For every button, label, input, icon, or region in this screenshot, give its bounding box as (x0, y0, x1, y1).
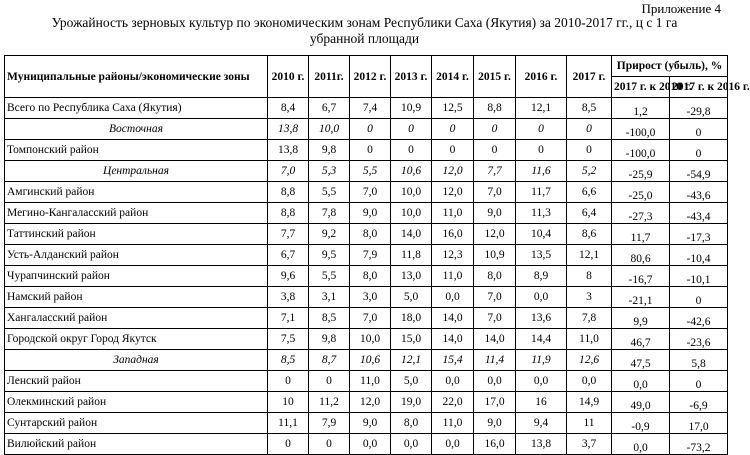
growth-cell: -21,1 (612, 287, 670, 308)
yield-cell: 11,0 (432, 266, 474, 287)
yield-cell: 0 (432, 119, 474, 140)
yield-cell: 10,6 (350, 350, 391, 371)
growth-cell: -27,3 (612, 203, 670, 224)
growth-cell: 11,7 (612, 224, 670, 245)
header-growth: Прирост (убыль), % (612, 56, 728, 77)
yield-cell: 11,2 (309, 392, 350, 413)
table-body (5, 98, 728, 455)
yield-cell: 15,0 (391, 329, 432, 350)
zone-row (5, 350, 728, 371)
yield-cell: 13,5 (516, 245, 567, 266)
yield-cell: 0 (350, 119, 391, 140)
appendix-label: Приложение 4 (641, 1, 721, 16)
yield-cell: 9,5 (309, 245, 350, 266)
table-row (5, 413, 728, 434)
yield-cell: 0 (516, 119, 567, 140)
yield-cell: 8,8 (474, 98, 516, 119)
yield-cell: 13,8 (268, 140, 309, 161)
zone-name-cell: Центральная (5, 161, 268, 182)
growth-cell: 0 (670, 287, 728, 308)
yield-cell: 9,2 (309, 224, 350, 245)
yield-cell: 8,5 (309, 308, 350, 329)
yield-cell: 10,6 (391, 161, 432, 182)
yield-cell: 10,0 (391, 203, 432, 224)
yield-cell: 5,0 (391, 287, 432, 308)
yield-cell: 10,4 (516, 224, 567, 245)
yield-cell: 11,0 (432, 203, 474, 224)
yield-cell: 5,5 (309, 266, 350, 287)
yield-cell: 13,6 (516, 308, 567, 329)
yield-cell: 14,0 (432, 308, 474, 329)
yield-cell: 5,5 (350, 161, 391, 182)
yield-cell: 15,4 (432, 350, 474, 371)
growth-cell: -10,1 (670, 266, 728, 287)
zone-name-cell: Восточная (5, 119, 268, 140)
yield-cell: 5,2 (567, 161, 612, 182)
yield-cell: 0 (268, 434, 309, 455)
growth-cell: -25,9 (612, 161, 670, 182)
yield-cell: 12,0 (350, 392, 391, 413)
yield-cell: 11,9 (516, 350, 567, 371)
yield-cell: 0 (567, 140, 612, 161)
yield-cell: 0,0 (391, 434, 432, 455)
header-row (5, 56, 728, 77)
table-row (5, 371, 728, 392)
yield-cell: 7,0 (350, 308, 391, 329)
yield-cell: 12,5 (432, 98, 474, 119)
yield-cell: 6,7 (268, 245, 309, 266)
yield-cell: 10 (268, 392, 309, 413)
table-row (5, 203, 728, 224)
district-name-cell: Мегино-Кангаласский район (5, 203, 268, 224)
growth-cell: 80,6 (612, 245, 670, 266)
header-year: 2015 г. (474, 56, 516, 98)
district-name-cell: Таттинский район (5, 224, 268, 245)
yield-cell: 0 (474, 119, 516, 140)
yield-cell: 0,0 (516, 371, 567, 392)
yield-cell: 9,8 (309, 140, 350, 161)
header-year: 2010 г. (268, 56, 309, 98)
yield-cell: 8,6 (567, 224, 612, 245)
yield-cell: 0,0 (516, 287, 567, 308)
table-row (5, 434, 728, 455)
growth-cell: -42,6 (670, 308, 728, 329)
yield-cell: 0 (432, 140, 474, 161)
table-row (5, 308, 728, 329)
growth-cell: 49,0 (612, 392, 670, 413)
yield-cell: 13,0 (391, 266, 432, 287)
district-name-cell: Усть-Алданский район (5, 245, 268, 266)
yield-cell: 11,4 (474, 350, 516, 371)
yield-cell: 9,0 (474, 203, 516, 224)
growth-cell: 0 (670, 140, 728, 161)
yield-table (4, 55, 750, 455)
yield-cell: 0 (309, 434, 350, 455)
yield-cell: 0,0 (432, 434, 474, 455)
yield-cell: 8,0 (474, 266, 516, 287)
yield-cell: 0 (391, 119, 432, 140)
district-name-cell: Сунтарский район (5, 413, 268, 434)
growth-cell: -23,6 (670, 329, 728, 350)
yield-cell: 19,0 (391, 392, 432, 413)
yield-cell: 7,4 (350, 98, 391, 119)
growth-cell: -6,9 (670, 392, 728, 413)
yield-cell: 12,3 (432, 245, 474, 266)
header-growth-2010: 2017 г. к 2010 г. (612, 77, 670, 98)
header-year: 2017 г. (567, 56, 612, 98)
yield-cell: 14,9 (567, 392, 612, 413)
yield-cell: 7,7 (474, 161, 516, 182)
zone-row (5, 161, 728, 182)
title-line-1: Урожайность зерновых культур по экономическим зонам Республики Саха (Якутия) за 2010-2017 гг., ц с 1 га (51, 15, 678, 30)
yield-cell: 0 (516, 140, 567, 161)
yield-cell: 0,0 (567, 371, 612, 392)
yield-cell: 7,7 (268, 224, 309, 245)
district-name-cell: Всего по Республика Саха (Якутия) (5, 98, 268, 119)
table-row (5, 287, 728, 308)
yield-cell: 8,8 (268, 203, 309, 224)
yield-cell: 8,0 (391, 413, 432, 434)
growth-cell: -17,3 (670, 224, 728, 245)
growth-cell: -100,0 (612, 119, 670, 140)
yield-cell: 11,0 (350, 371, 391, 392)
yield-cell: 12,0 (474, 224, 516, 245)
yield-cell: 13,8 (268, 119, 309, 140)
yield-cell: 7,9 (350, 245, 391, 266)
header-year: 2011г. (309, 56, 350, 98)
district-name-cell: Олекминский район (5, 392, 268, 413)
header-year: 2013 г. (391, 56, 432, 98)
yield-cell: 8,5 (268, 350, 309, 371)
yield-cell: 3,1 (309, 287, 350, 308)
yield-cell: 11,1 (268, 413, 309, 434)
yield-cell: 11,8 (391, 245, 432, 266)
growth-cell: 5,8 (670, 350, 728, 371)
yield-cell: 11,3 (516, 203, 567, 224)
yield-cell: 17,0 (474, 392, 516, 413)
header-name: Муниципальные районы/экономические зоны (5, 56, 268, 98)
yield-cell: 7,0 (474, 182, 516, 203)
yield-cell: 12,1 (567, 245, 612, 266)
yield-cell: 8,7 (309, 350, 350, 371)
yield-cell: 12,0 (432, 161, 474, 182)
growth-cell: 47,5 (612, 350, 670, 371)
growth-cell: -43,4 (670, 203, 728, 224)
yield-cell: 11,6 (516, 161, 567, 182)
yield-cell: 10,9 (391, 98, 432, 119)
yield-cell: 9,0 (474, 413, 516, 434)
yield-cell: 7,5 (268, 329, 309, 350)
yield-cell: 0 (391, 140, 432, 161)
district-name-cell: Хангаласский район (5, 308, 268, 329)
yield-cell: 7,0 (474, 308, 516, 329)
growth-cell: 17,0 (670, 413, 728, 434)
growth-cell: -16,7 (612, 266, 670, 287)
zone-name-cell: Западная (5, 350, 268, 371)
yield-cell: 14,0 (391, 224, 432, 245)
yield-cell: 3 (567, 287, 612, 308)
growth-cell: 46,7 (612, 329, 670, 350)
table-row (5, 392, 728, 413)
growth-cell: 0,0 (612, 371, 670, 392)
yield-cell: 11,7 (516, 182, 567, 203)
header-growth-2016: 2017 г. к 2016 г. (670, 77, 728, 98)
table-row (5, 140, 728, 161)
yield-cell: 7,9 (309, 413, 350, 434)
table-row (5, 98, 728, 119)
yield-cell: 8,5 (567, 98, 612, 119)
growth-cell: 0 (670, 119, 728, 140)
growth-cell: -10,4 (670, 245, 728, 266)
yield-cell: 8,0 (350, 224, 391, 245)
yield-cell: 0,0 (474, 371, 516, 392)
table-row (5, 245, 728, 266)
yield-cell: 12,1 (391, 350, 432, 371)
header-year: 2012 г. (350, 56, 391, 98)
district-name-cell: Ленский район (5, 371, 268, 392)
table-row (5, 182, 728, 203)
yield-cell: 9,4 (516, 413, 567, 434)
yield-cell: 5,5 (309, 182, 350, 203)
growth-cell: -29,8 (670, 98, 728, 119)
yield-cell: 10,0 (309, 119, 350, 140)
yield-cell: 9,6 (268, 266, 309, 287)
yield-cell: 8,8 (268, 182, 309, 203)
title-line-2: убранной площади (309, 31, 420, 46)
yield-cell: 0 (474, 140, 516, 161)
yield-cell: 5,0 (391, 371, 432, 392)
growth-cell: 1,2 (612, 98, 670, 119)
yield-cell: 11 (567, 413, 612, 434)
yield-cell: 10,9 (474, 245, 516, 266)
yield-cell: 0 (350, 140, 391, 161)
yield-cell: 3,8 (268, 287, 309, 308)
growth-cell: 0,0 (612, 434, 670, 455)
yield-cell: 16,0 (432, 224, 474, 245)
header-year: 2014 г. (432, 56, 474, 98)
yield-cell: 0,0 (432, 287, 474, 308)
yield-cell: 0 (268, 371, 309, 392)
yield-cell: 8,9 (516, 266, 567, 287)
table-title (0, 15, 729, 47)
district-name-cell: Чурапчинский район (5, 266, 268, 287)
yield-cell: 3,0 (350, 287, 391, 308)
yield-cell: 5,3 (309, 161, 350, 182)
yield-cell: 12,0 (432, 182, 474, 203)
yield-cell: 8 (567, 266, 612, 287)
yield-cell: 7,0 (474, 287, 516, 308)
yield-cell: 6,6 (567, 182, 612, 203)
growth-cell: -25,0 (612, 182, 670, 203)
yield-cell: 7,8 (309, 203, 350, 224)
yield-cell: 10,0 (350, 329, 391, 350)
growth-cell: -43,6 (670, 182, 728, 203)
yield-cell: 14,4 (516, 329, 567, 350)
yield-cell: 11,0 (432, 413, 474, 434)
yield-cell: 7,0 (350, 182, 391, 203)
table-row (5, 224, 728, 245)
yield-cell: 7,1 (268, 308, 309, 329)
yield-cell: 14,0 (432, 329, 474, 350)
yield-cell: 3,7 (567, 434, 612, 455)
yield-cell: 0,0 (350, 434, 391, 455)
yield-cell: 9,0 (350, 203, 391, 224)
district-name-cell: Намский район (5, 287, 268, 308)
district-name-cell: Томпонский район (5, 140, 268, 161)
growth-cell: 9,9 (612, 308, 670, 329)
yield-cell: 8,4 (268, 98, 309, 119)
district-name-cell: Городской округ Город Якутск (5, 329, 268, 350)
growth-cell: -54,9 (670, 161, 728, 182)
yield-cell: 0,0 (432, 371, 474, 392)
growth-cell: -0,9 (612, 413, 670, 434)
header-year: 2016 г. (516, 56, 567, 98)
yield-cell: 8,0 (350, 266, 391, 287)
growth-cell: -73,2 (670, 434, 728, 455)
yield-cell: 12,6 (567, 350, 612, 371)
yield-cell: 16,0 (474, 434, 516, 455)
yield-cell: 11,0 (567, 329, 612, 350)
table-row (5, 329, 728, 350)
district-name-cell: Амгинский район (5, 182, 268, 203)
growth-cell: 0 (670, 371, 728, 392)
yield-cell: 18,0 (391, 308, 432, 329)
yield-cell: 9,0 (350, 413, 391, 434)
yield-cell: 6,4 (567, 203, 612, 224)
yield-cell: 13,8 (516, 434, 567, 455)
yield-cell: 0 (567, 119, 612, 140)
yield-cell: 12,1 (516, 98, 567, 119)
yield-cell: 14,0 (474, 329, 516, 350)
yield-cell: 6,7 (309, 98, 350, 119)
yield-cell: 0 (309, 371, 350, 392)
yield-cell: 10,0 (391, 182, 432, 203)
yield-cell: 7,8 (567, 308, 612, 329)
district-name-cell: Вилюйский район (5, 434, 268, 455)
growth-cell: -100,0 (612, 140, 670, 161)
yield-cell: 22,0 (432, 392, 474, 413)
zone-row (5, 119, 728, 140)
yield-cell: 7,0 (268, 161, 309, 182)
yield-cell: 16 (516, 392, 567, 413)
yield-cell: 9,8 (309, 329, 350, 350)
table-row (5, 266, 728, 287)
